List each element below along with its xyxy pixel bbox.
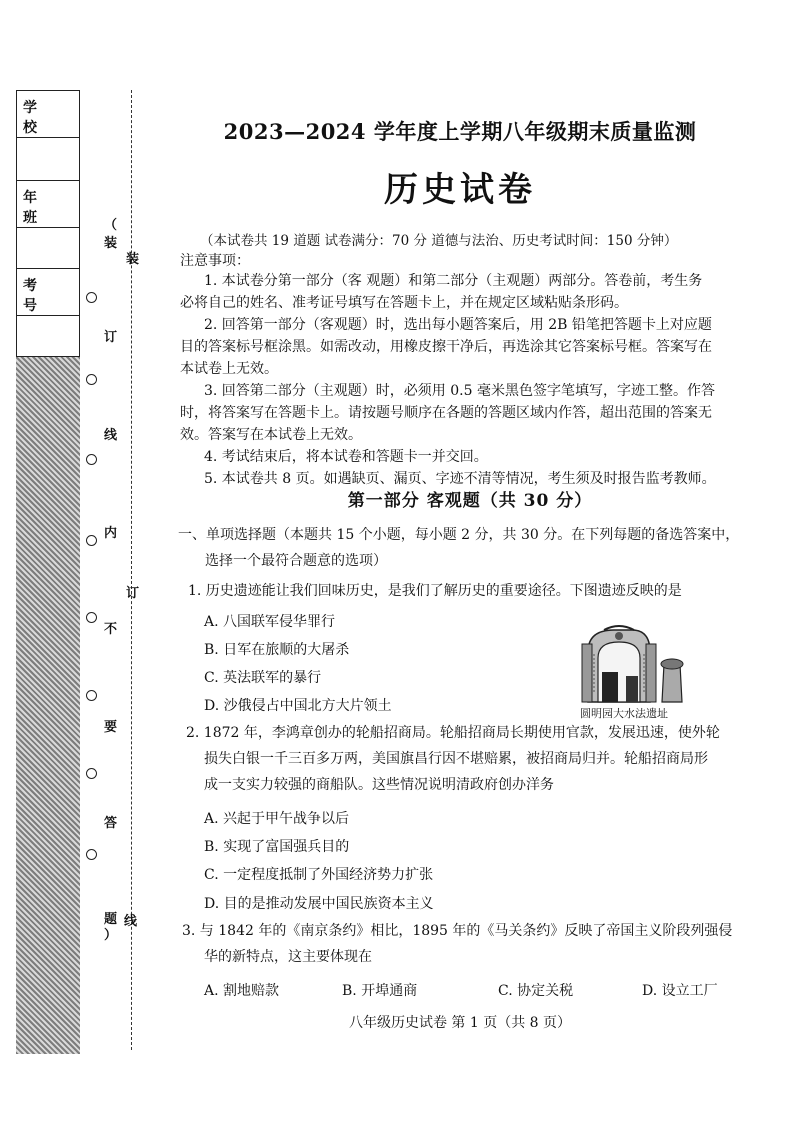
exam-title: 2023—2024 学年度上学期八年级期末质量监测 <box>223 119 697 144</box>
binding-outer-char: 装 <box>126 252 140 267</box>
binding-inner-char: ） <box>104 928 118 943</box>
question-2-option-c[interactable]: C. 一定程度抵制了外国经济势力扩张 <box>204 867 434 883</box>
notice-heading: 注意事项： <box>180 253 250 269</box>
section-instruction: 一、单项选择题（本题共 15 个小题，每小题 2 分，共 30 分。在下列每题的备选答案中， <box>178 527 740 543</box>
question-1-option-c[interactable]: C. 英法联军的暴行 <box>204 670 322 686</box>
binding-inner-char: 答 <box>104 816 118 831</box>
exam-info: （本试卷共 19 道题 试卷满分：70 分 道德与法治、历史考试时间：150 分钟） <box>200 233 678 249</box>
question-3-option-d[interactable]: D. 设立工厂 <box>642 983 718 999</box>
binding-hole-icon <box>86 374 97 385</box>
section-title: 第一部分 客观题（共 30 分） <box>347 491 593 511</box>
binding-inner-char: 不 <box>104 622 118 637</box>
binding-inner-char: 装 <box>104 236 118 251</box>
question-2-stem: 2. 1872 年，李鸿章创办的轮船招商局。轮船招商局长期使用官款，发展迅速，使外轮 <box>186 725 720 741</box>
section-instruction: 选择一个最符合题意的选项） <box>205 553 387 569</box>
notice-line: 目的答案标号框涂黑。如需改动，用橡皮擦干净后，再选涂其它答案标号框。答案写在 <box>180 339 712 355</box>
notice-line: 1. 本试卷分第一部分（客 观题）和第二部分（主观题）两部分。答卷前，考生务 <box>204 273 703 289</box>
page-footer: 八年级历史试卷 第 1 页（共 8 页） <box>348 1015 572 1031</box>
binding-hole-icon <box>86 292 97 303</box>
yuanmingyuan-ruins-image <box>574 624 702 704</box>
binding-inner-char: 订 <box>104 330 118 345</box>
question-2-option-a[interactable]: A. 兴起于甲午战争以后 <box>204 811 350 827</box>
school-field-label: 学 校 <box>23 100 45 136</box>
binding-dashed-line <box>131 90 132 1050</box>
binding-hole-icon <box>86 535 97 546</box>
binding-hole-icon <box>86 454 97 465</box>
binding-inner-char: 线 <box>104 428 118 443</box>
question-1-option-b[interactable]: B. 日军在旅顺的大屠杀 <box>204 642 350 658</box>
question-3-stem: 华的新特点，这主要体现在 <box>204 949 372 965</box>
binding-inner-char: （ <box>104 218 118 233</box>
question-2-stem: 成一支实力较强的商船队。这些情况说明清政府创办洋务 <box>204 777 554 793</box>
binding-hatch-area <box>16 357 80 1054</box>
notice-line: 4. 考试结束后，将本试卷和答题卡一并交回。 <box>204 449 488 465</box>
notice-line: 2. 回答第一部分（客观题）时，选出每小题答案后，用 2B 铅笔把答题卡上对应题 <box>204 317 712 333</box>
class-field-input[interactable] <box>17 228 79 250</box>
question-2-stem: 损失白银一千三百多万两，美国旗昌行因不堪赔累，被招商局归并。轮船招商局形 <box>204 751 708 767</box>
binding-hole-icon <box>86 690 97 701</box>
notice-line: 效。答案写在本试卷上无效。 <box>180 427 362 443</box>
exam-number-field-label: 考 号 <box>23 278 45 314</box>
notice-line: 5. 本试卷共 8 页。如遇缺页、漏页、字迹不清等情况，考生须及时报告监考教师。 <box>204 471 716 487</box>
binding-outer-char: 订 <box>126 586 140 601</box>
question-1-option-d[interactable]: D. 沙俄侵占中国北方大片领土 <box>204 698 392 714</box>
exam-number-field-input[interactable] <box>17 316 79 338</box>
binding-outer-char: 线 <box>124 914 138 929</box>
notice-line: 3. 回答第二部分（主观题）时，必须用 0.5 毫米黑色签字笔填写，字迹工整。作答 <box>204 383 715 399</box>
image-caption: 圆明园大水法遗址 <box>580 707 668 720</box>
binding-hole-icon <box>86 768 97 779</box>
class-field-label: 年 班 <box>23 190 45 226</box>
question-3-stem: 3. 与 1842 年的《南京条约》相比，1895 年的《马关条约》反映了帝国主义阶段列强侵 <box>182 923 733 939</box>
question-3-option-a[interactable]: A. 割地赔款 <box>204 983 280 999</box>
binding-hole-icon <box>86 849 97 860</box>
binding-inner-char: 要 <box>104 720 118 735</box>
question-1-stem: 1. 历史遗迹能让我们回味历史，是我们了解历史的重要途径。下图遗迹反映的是 <box>188 583 682 599</box>
notice-line: 时，将答案写在答题卡上。请按题号顺序在各题的答题区域内作答，超出范围的答案无 <box>180 405 712 421</box>
binding-hole-icon <box>86 612 97 623</box>
question-3-option-c[interactable]: C. 协定关税 <box>498 983 574 999</box>
subject-title: 历史试卷 <box>384 170 536 210</box>
question-3-option-b[interactable]: B. 开埠通商 <box>342 983 418 999</box>
notice-line: 本试卷上无效。 <box>180 361 278 377</box>
school-field-input[interactable] <box>17 138 79 160</box>
binding-inner-char: 内 <box>104 526 118 541</box>
question-2-option-b[interactable]: B. 实现了富国强兵目的 <box>204 839 350 855</box>
notice-line: 必将自己的姓名、准考证号填写在答题卡上，并在规定区域粘贴条形码。 <box>180 295 628 311</box>
question-1-option-a[interactable]: A. 八国联军侵华罪行 <box>204 614 336 630</box>
question-2-option-d[interactable]: D. 目的是推动发展中国民族资本主义 <box>204 896 434 912</box>
binding-inner-char: 题 <box>104 912 118 927</box>
